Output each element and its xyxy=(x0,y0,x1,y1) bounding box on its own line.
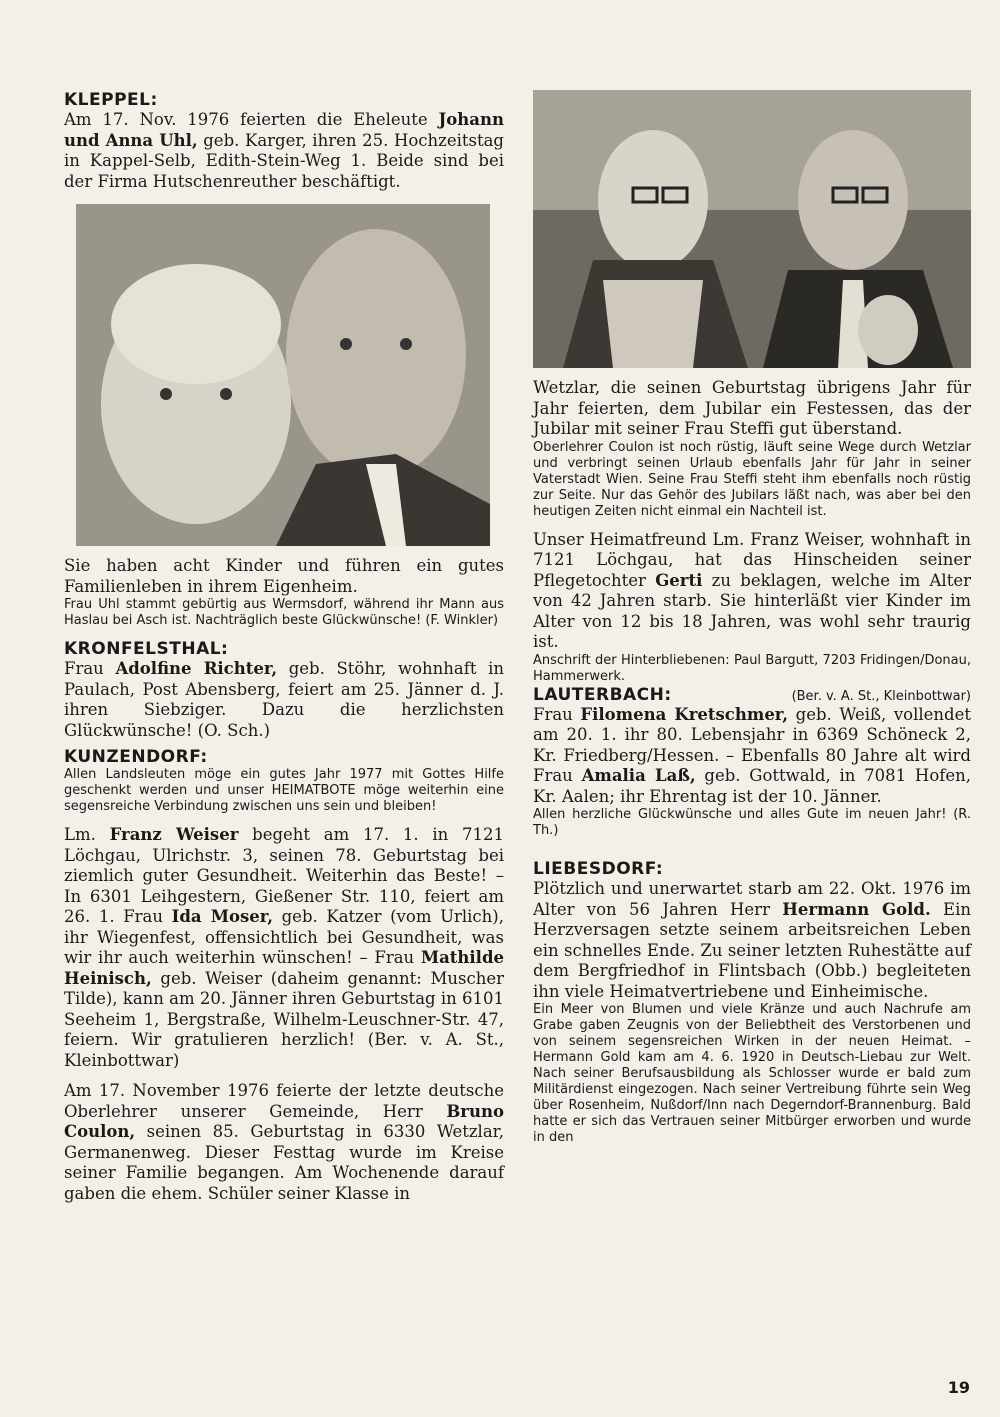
lauterbach-text: Frau Filomena Kretschmer, geb. Weiß, vollendet am 20. 1. ihr 80. Lebensjahr in 6369 Schöneck 2, Kr. Friedberg/Hessen. – Ebenfalls 80 Jahre alt wird Frau Amalia Laß, geb. Gottwald, in 7081 Hofen, Kr. Aalen; ihr Ehrentag ist der 10. Jänner. xyxy=(533,704,972,806)
kronfelsthal-text: Frau Adolfine Richter, geb. Stöhr, wohnhaft in Paulach, Post Abensberg, feiert am 25. Jänner d. J. ihren Siebziger. Dazu die herzlichsten Glückwünsche! (O. Sch.) xyxy=(64,659,505,740)
heading-lauterbach: LAUTERBACH: xyxy=(533,684,672,705)
heading-kleppel: KLEPPEL: xyxy=(64,90,158,110)
lauterbach-head-row xyxy=(533,685,971,705)
liebesdorf-text: Plötzlich und unerwartet starb am 22. Okt. 1976 im Alter von 56 Jahren Herr Hermann Gold. Ein Herzversagen setzte seinem arbeitsreichen Leben ein schnelles Ende. Zu seiner letzten Ruhestätte auf dem Bergfriedhof in Flintsbach (Obb.) begleiteten ihn viele Heimatvertriebene und Einheimische. xyxy=(533,879,971,1001)
heading-kunzendorf: KUNZENDORF: xyxy=(64,747,208,767)
photo-coulon-couple xyxy=(533,90,971,368)
kunzendorf-text-2: Am 17. November 1976 feierte der letzte deutsche Oberlehrer unserer Gemeinde, Herr Bruno Coulon, seinen 85. Geburtstag in 6330 Wetzlar, Germanenweg. Dieser Festtag wurde im Kreise seiner Familie begangen. Am Wochenende darauf gaben die ehem. Schüler seiner Klasse in xyxy=(64,1081,504,1203)
coulon-note: Oberlehrer Coulon ist noch rüstig, läuft seine Wege durch Wetzlar und verbringt seinen Urlaub ebenfalls Jahr für Jahr in seiner Vaterstadt Wien. Seine Frau Steffi steht ihm ebenfalls noch rüstig zur Seite. Nur das Gehör des Jubilars läßt nach, was aber bei den heutigen Zeiten nicht einmal ein Nachteil ist. xyxy=(533,439,971,519)
kleppel-text: Am 17. Nov. 1976 feierten die Eheleute Johann und Anna Uhl, geb. Karger, ihren 25. Hochzeitstag in Kappel-Selb, Edith-Stein-Weg 1. Beide sind bei der Firma Hutschenreuther beschäftigt. xyxy=(64,110,504,191)
lauterbach-note: Allen herzliche Glückwünsche und alles Gute im neuen Jahr! (R. Th.) xyxy=(533,807,971,838)
weiser-text: Unser Heimatfreund Lm. Franz Weiser, wohnhaft in 7121 Löchgau, hat das Hinscheiden seiner Pflegetochter Gerti zu beklagen, welche im Alter von 42 Jahren starb. Sie hinterläßt vier Kinder im Alter von 12 bis 18 Jahren, was wohl sehr traurig ist. xyxy=(533,529,971,651)
weiser-attribution: (Ber. v. A. St., Kleinbottwar) xyxy=(791,688,971,704)
left-column xyxy=(64,90,504,1204)
kleppel-caption: Sie haben acht Kinder und führen ein gutes Familienleben in ihrem Eigenheim. xyxy=(64,556,504,596)
coulon-continued: Wetzlar, die seinen Geburtstag übrigens Jahr für Jahr feierten, dem Jubilar ein Festessen, das der Jubilar mit seiner Frau Steffi gut überstand. xyxy=(533,378,971,438)
heading-kronfelsthal: KRONFELSTHAL: xyxy=(64,639,229,659)
liebesdorf-note: Ein Meer von Blumen und viele Kränze und auch Nachrufe am Grabe gaben Zeugnis von der Beliebtheit des Verstorbenen und von seinem segensreichen Wirken in der neuen Heimat. – Hermann Gold kam am 4. 6. 1920 in Deutsch-Liebau zur Welt. Nach seiner Berufsausbildung als Schlosser wurde er bald zum Militärdienst eingezogen. Nach seiner Vertreibung führte sein Weg über Rosenheim, Nußdorf/Inn nach Degerndorf-Brannenburg. Bald hatte er sich das Vertrauen seiner Mitbürger erworben und wurde in den xyxy=(533,1002,971,1145)
right-column xyxy=(533,90,971,1146)
weiser-address: Anschrift der Hinterbliebenen: Paul Bargutt, 7203 Fridingen/Donau, Hammerwerk. xyxy=(533,652,971,684)
kunzendorf-note: Allen Landsleuten möge ein gutes Jahr 1977 mit Gottes Hilfe geschenkt werden und unser HEIMATBOTE möge weiterhin eine segensreiche Verbindung zwischen uns sein und bleiben! xyxy=(64,767,504,814)
kleppel-note: Frau Uhl stammt gebürtig aus Wermsdorf, während ihr Mann aus Haslau bei Asch ist. Nachträglich beste Glückwünsche! (F. Winkler) xyxy=(64,597,504,628)
heading-liebesdorf: LIEBESDORF: xyxy=(533,859,664,879)
page-number: 19 xyxy=(947,1378,970,1397)
photo-uhl-couple xyxy=(76,204,490,546)
kunzendorf-text-1: Lm. Franz Weiser begeht am 17. 1. in 7121 Löchgau, Ulrichstr. 3, seinen 78. Geburtstag bei ziemlich guter Gesundheit. Weiterhin das Beste! – In 6301 Leihgestern, Gießener Str. 110, feiert am 26. 1. Frau Ida Moser, geb. Katzer (vom Urlich), ihr Wiegenfest, offensichtlich bei Gesundheit, was wir ihr auch weiterhin wünschen! – Frau Mathilde Heinisch, geb. Weiser (daheim genannt: Muscher Tilde), kann am 20. Jänner ihren Geburtstag in 6101 Seeheim 1, Bergstraße, Wilhelm-Leuschner-Str. 47, feiern. Wir gratulieren herzlich! (Ber. v. A. St., Kleinbottwar) xyxy=(64,825,504,1070)
